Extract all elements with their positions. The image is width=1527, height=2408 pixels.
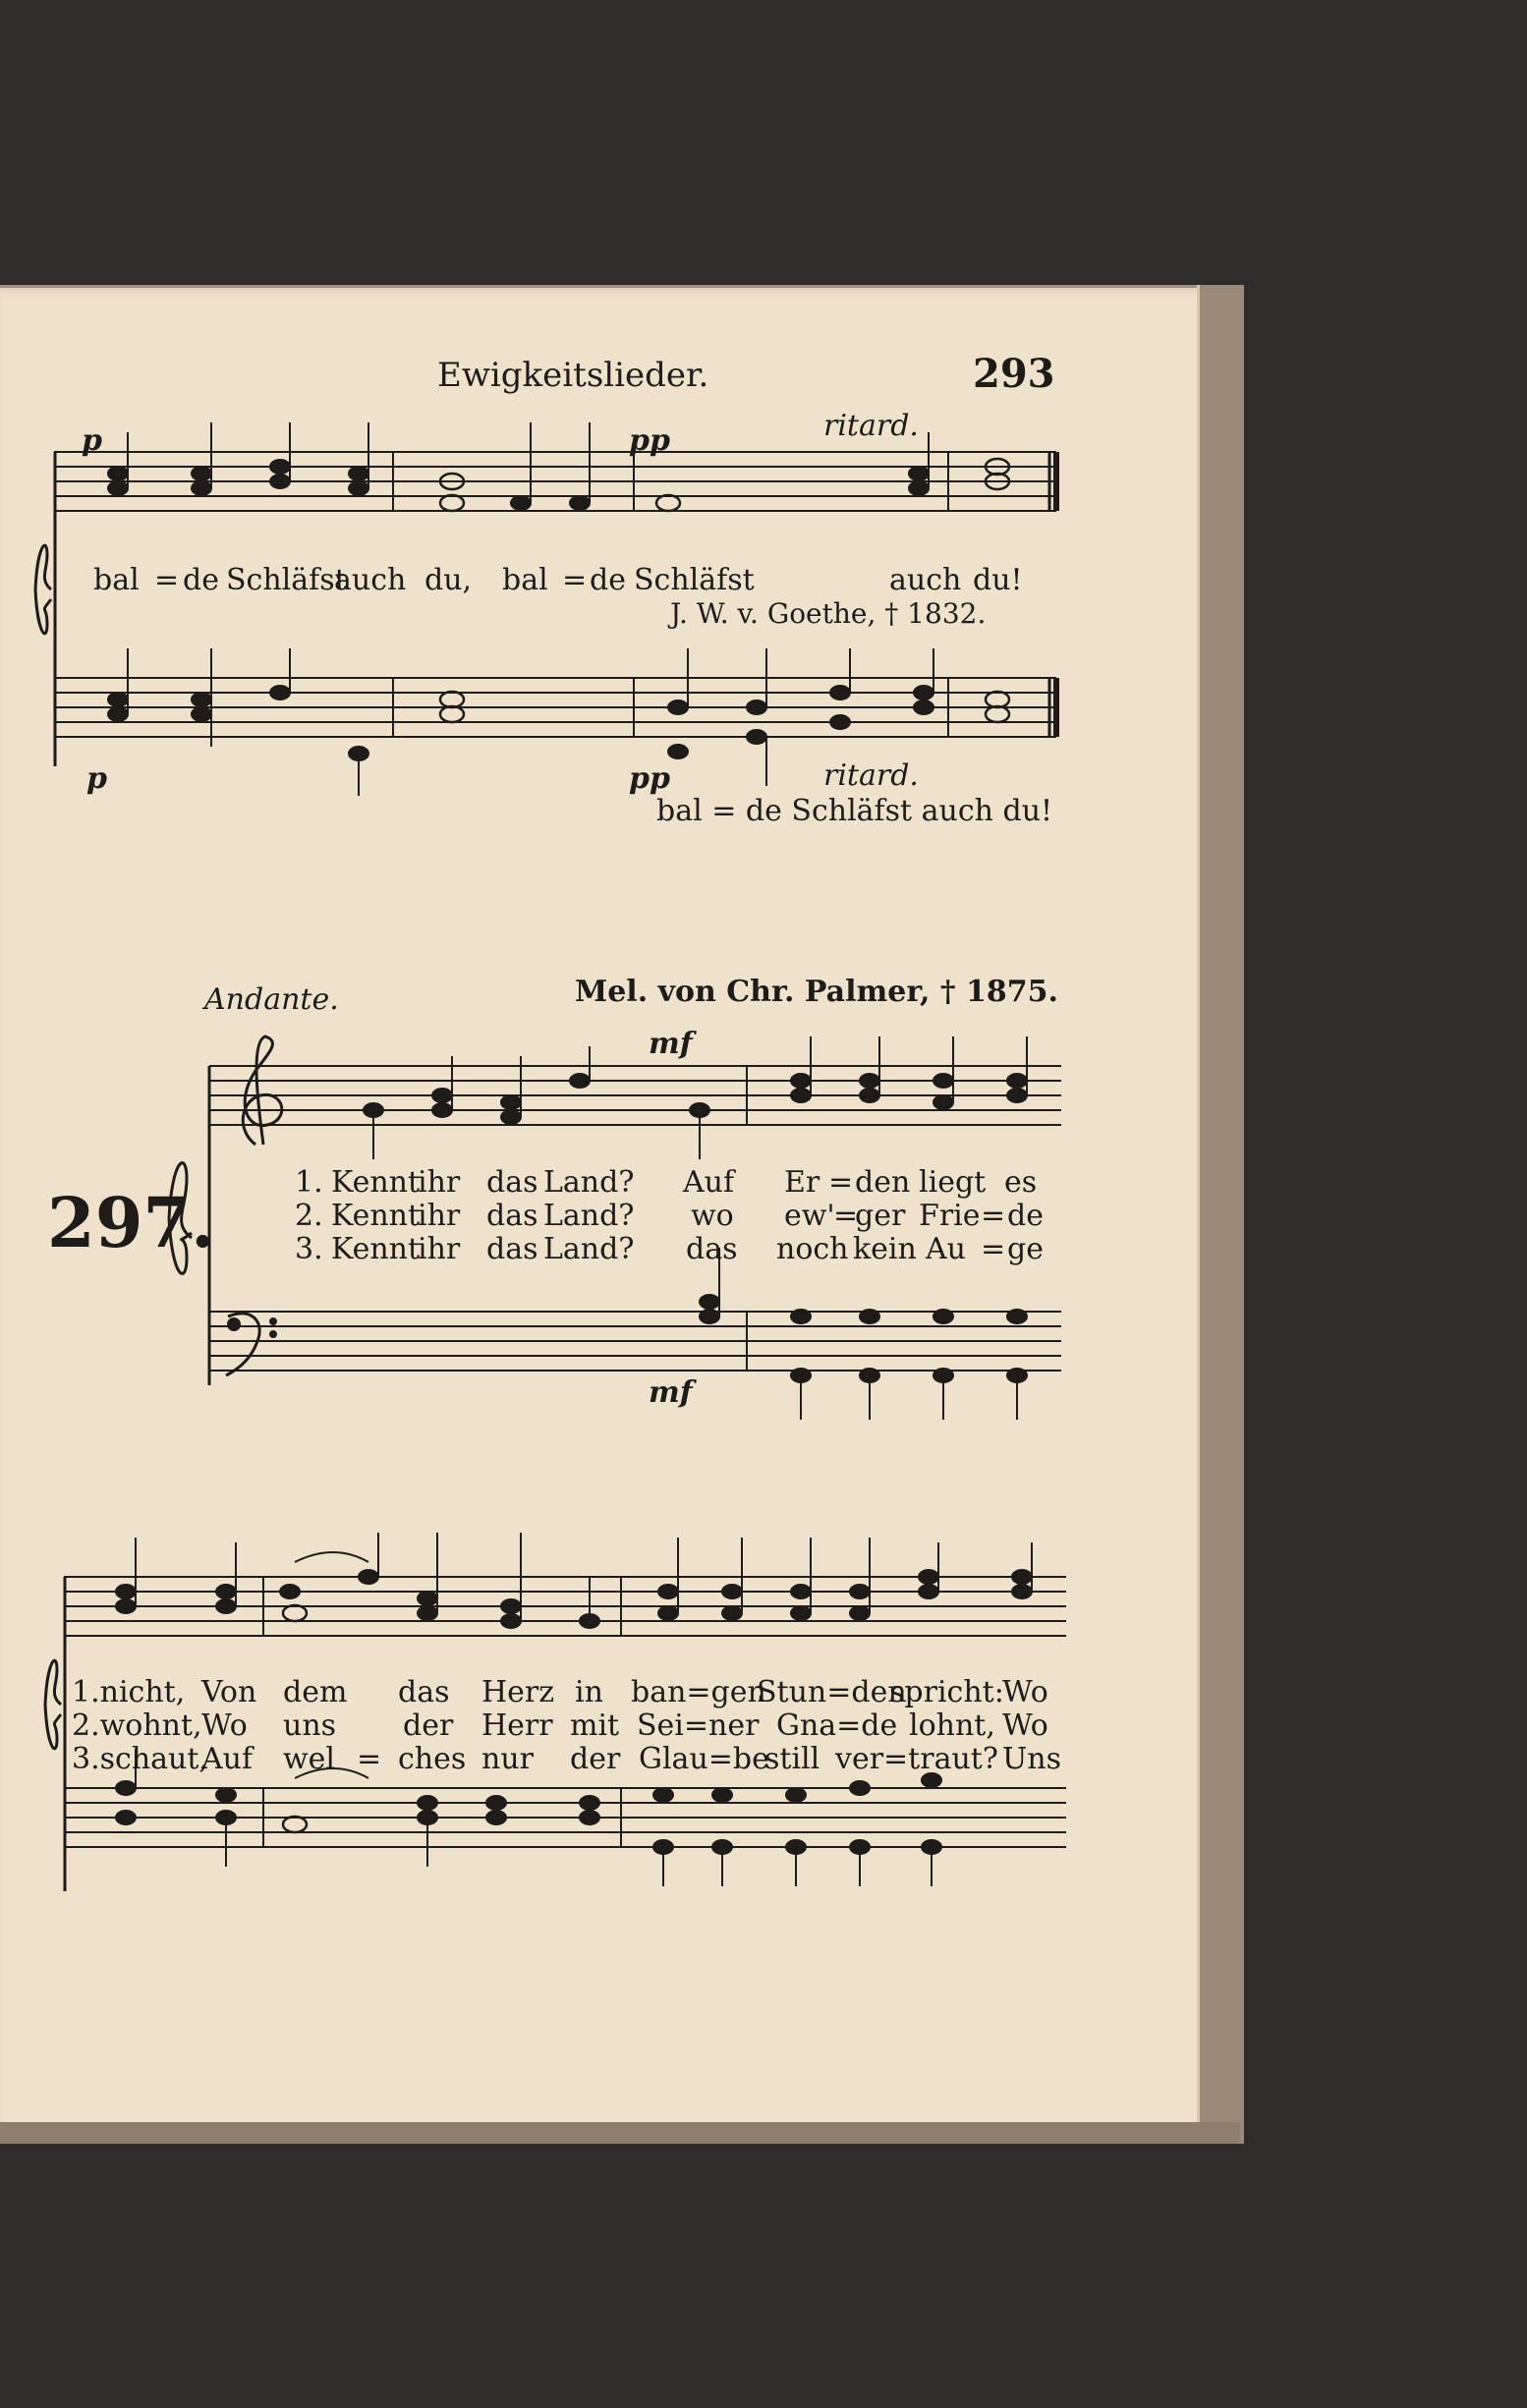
lyric-word: Wo: [201, 1708, 248, 1743]
dynamic-mf-bass: mf: [649, 1375, 693, 1410]
lyric-word: ger: [855, 1199, 906, 1233]
lyric-word: das: [486, 1232, 538, 1266]
lyric-word: 2.wohnt,: [72, 1708, 202, 1743]
lyric-word: das: [398, 1675, 450, 1709]
ritard-bass: ritard.: [823, 758, 919, 793]
lyric-word: de: [1007, 1199, 1044, 1233]
lyric-word: ban=gen: [631, 1675, 766, 1709]
verse-1-num: 1.: [295, 1165, 323, 1200]
lyric-word: spricht:: [889, 1675, 1004, 1709]
dynamic-pp-top: pp: [629, 423, 670, 458]
lyric-word: der: [570, 1742, 621, 1776]
lyric-word: liegt: [919, 1165, 987, 1200]
lyric-word: Wo: [1002, 1675, 1048, 1709]
melody-credit: Mel. von Chr. Palmer, † 1875.: [575, 975, 1058, 1009]
lyric-word: ihr: [418, 1165, 461, 1200]
lyric-word: Kennt: [331, 1165, 421, 1200]
ritard-top: ritard.: [823, 409, 919, 443]
lyric-word: bal: [93, 563, 140, 597]
verse-2-num: 2.: [295, 1199, 323, 1233]
dynamic-pp-bass: pp: [629, 761, 670, 796]
lyric-word: wel: [283, 1742, 336, 1776]
lyric-word: still: [764, 1742, 820, 1776]
bass-lyrics: bal = de Schläfst auch du!: [656, 794, 1053, 828]
lyric-word: Schläfst: [226, 563, 347, 597]
lyric-word: =: [154, 563, 180, 597]
lyric-word: noch: [776, 1232, 849, 1266]
lyric-word: ihr: [418, 1199, 461, 1233]
lyric-word: nur: [481, 1742, 534, 1776]
lyric-word: ew': [784, 1199, 835, 1233]
lyric-word: wo: [691, 1199, 734, 1233]
dynamic-p-top: p: [82, 423, 102, 458]
lyric-word: Herz: [481, 1675, 555, 1709]
lyric-word: dem: [283, 1675, 348, 1709]
lyric-word: ches: [398, 1742, 467, 1776]
lyric-word: auch: [334, 563, 407, 597]
lyric-word: mit: [570, 1708, 620, 1743]
lyric-word: Stun=den: [757, 1675, 907, 1709]
lyric-word: Schläfst: [634, 563, 755, 597]
page-number: 293: [973, 351, 1055, 397]
lyric-word: Land?: [543, 1232, 635, 1266]
lyric-word: =: [833, 1199, 859, 1233]
lyric-word: in: [575, 1675, 603, 1709]
lyric-word: Land?: [543, 1199, 635, 1233]
lyric-word: das: [486, 1199, 538, 1233]
lyric-word: 3.schaut,: [72, 1742, 208, 1776]
dynamic-p-bass: p: [86, 761, 107, 796]
lyric-word: Herr: [481, 1708, 553, 1743]
lyric-word: =: [981, 1232, 1006, 1266]
lyric-word: ihr: [418, 1232, 461, 1266]
lyric-word: 1.nicht,: [72, 1675, 186, 1709]
lyric-word: Frie: [919, 1199, 981, 1233]
lyric-word: der: [403, 1708, 454, 1743]
lyric-word: Au: [926, 1232, 966, 1266]
tempo-marking: Andante.: [204, 982, 339, 1017]
lyric-word: Er: [784, 1165, 820, 1200]
lyric-word: du!: [973, 563, 1023, 597]
lyric-word: lohnt,: [909, 1708, 995, 1743]
lyric-word: de: [183, 563, 219, 597]
lyric-word: den: [855, 1165, 911, 1200]
lyric-word: =: [828, 1165, 854, 1200]
running-header: Ewigkeitslieder.: [437, 356, 709, 395]
poet-attribution: J. W. v. Goethe, † 1832.: [670, 597, 987, 630]
lyric-word: uns: [283, 1708, 337, 1743]
lyric-word: =: [357, 1742, 382, 1776]
verse-3-num: 3.: [295, 1232, 323, 1266]
lyric-word: Auf: [201, 1742, 254, 1776]
lyric-word: das: [486, 1165, 538, 1200]
lyric-word: das: [686, 1232, 738, 1266]
lyric-word: Kennt: [331, 1199, 421, 1233]
lyric-word: bal: [502, 563, 548, 597]
lyric-word: =: [981, 1199, 1006, 1233]
lyric-word: Sei=ner: [637, 1708, 760, 1743]
hymn-number: 297.: [47, 1182, 215, 1263]
lyric-word: Glau=be: [639, 1742, 769, 1776]
lyric-word: auch: [889, 563, 962, 597]
lyric-word: du,: [424, 563, 473, 597]
lyric-word: =: [562, 563, 588, 597]
lyric-word: Von: [201, 1675, 257, 1709]
lyric-word: Gna=de: [776, 1708, 898, 1743]
lyric-word: Uns: [1002, 1742, 1061, 1776]
lyric-word: kein: [853, 1232, 917, 1266]
lyric-word: de: [590, 563, 626, 597]
dynamic-mf-top: mf: [649, 1027, 693, 1061]
lyric-word: ge: [1007, 1232, 1044, 1266]
lyric-word: Land?: [543, 1165, 635, 1200]
lyric-word: Wo: [1002, 1708, 1048, 1743]
lyric-word: es: [1004, 1165, 1038, 1200]
lyric-word: Auf: [683, 1165, 735, 1200]
lyric-word: Kennt: [331, 1232, 421, 1266]
lyric-word: ver=traut?: [835, 1742, 998, 1776]
